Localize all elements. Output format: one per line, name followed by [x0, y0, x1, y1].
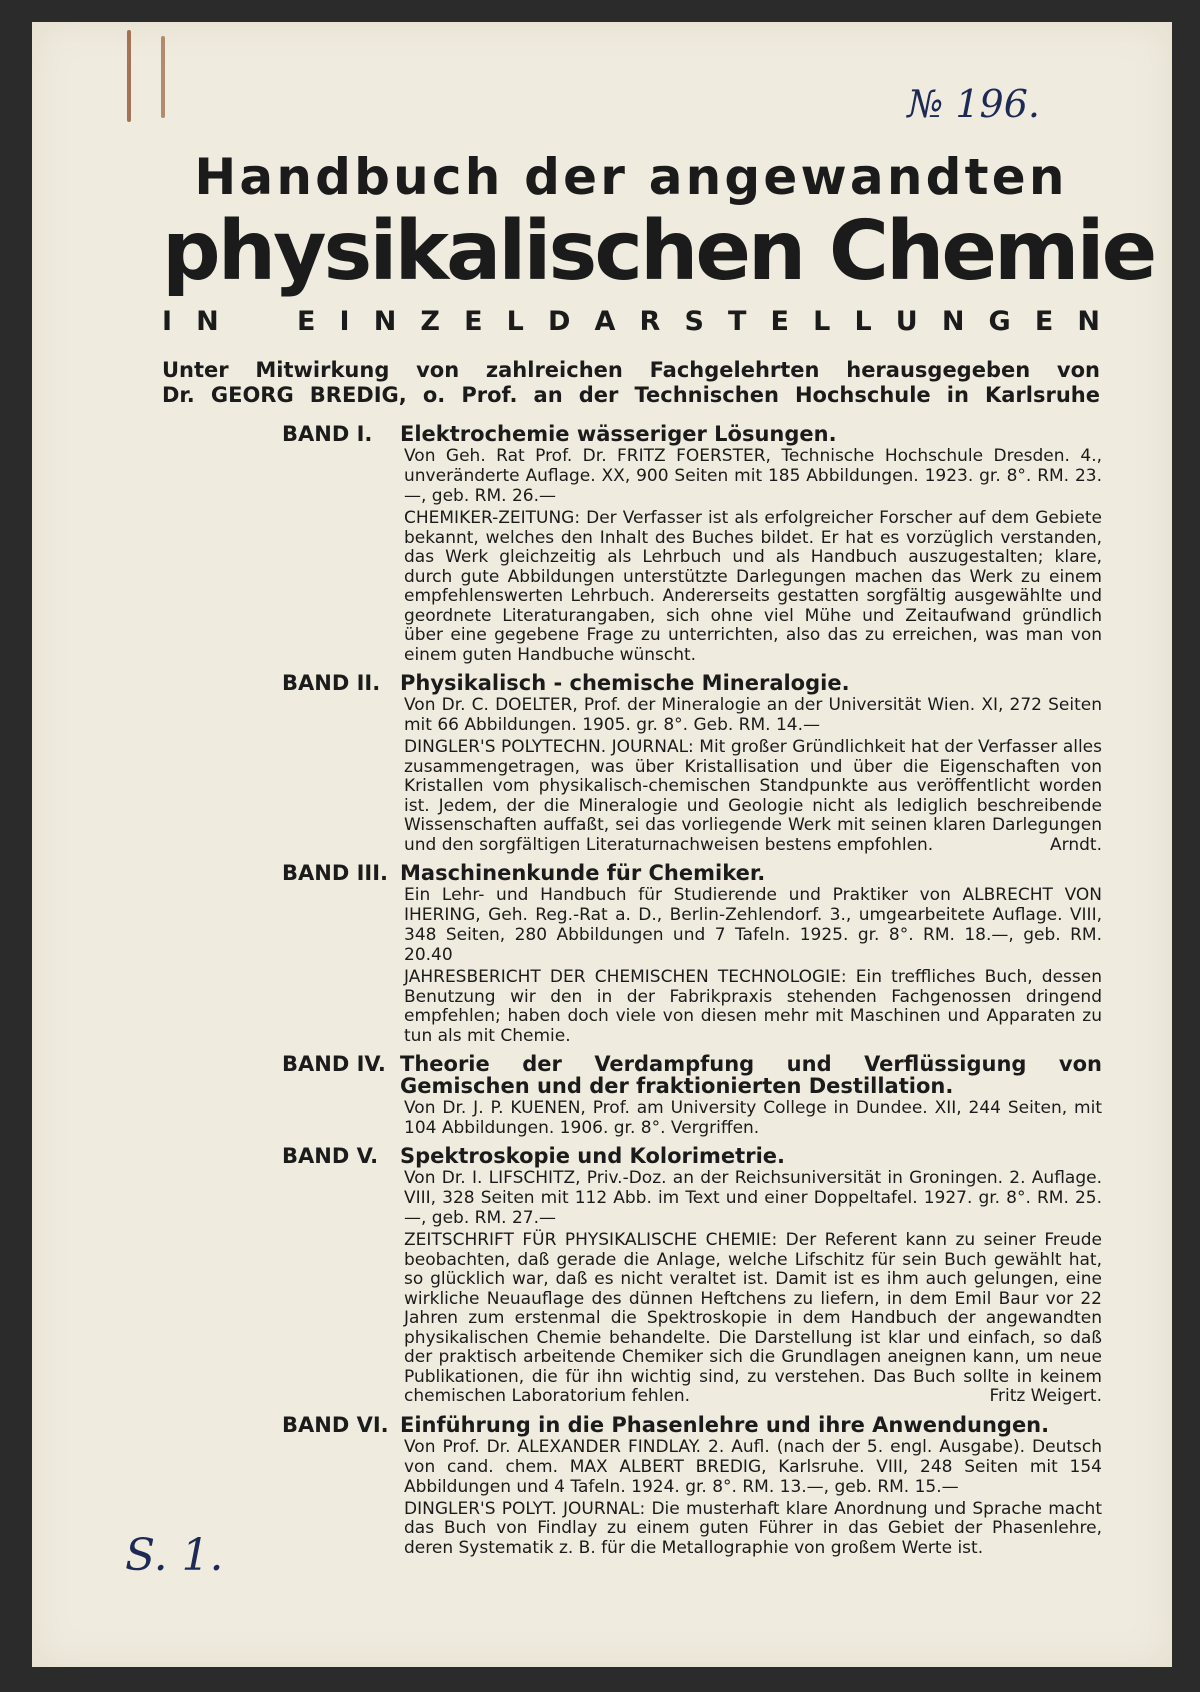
subtitle-letter: L — [854, 306, 872, 337]
subtitle-letter: I — [339, 306, 350, 337]
volume-label: BAND V. — [282, 1144, 379, 1168]
subtitle-letter: U — [895, 306, 918, 337]
subtitle-letter: N — [196, 306, 219, 337]
volume-title: Physikalisch - chemische Mineralogie. — [400, 671, 850, 695]
review-text: DINGLER'S POLYTECHN. JOURNAL: Mit großer Gründlichkeit hat der Verfasser alles zusammengetragen, was über Kristallisation und über die Eigenschaften von Kristallen vom physikalisch-chemischen Standpunkte aus veröffentlicht worden ist. Jedem, der die Mineralogie und Geologie nicht als lediglich beschreibende Wissenschaften auffaßt, sei das vorliegende Werk mit seinen klaren Darlegungen und den sorgfältigen Literaturnachweisen bestens empfohlen. — [404, 737, 1102, 855]
title-line-1: Handbuch der angewandten — [194, 148, 1068, 206]
intro-line: Unter Mitwirkung von zahlreichen Fachgelehrten herausgegeben von — [162, 358, 1100, 382]
volume-entry — [282, 861, 1102, 1046]
volume-details: Von Dr. C. DOELTER, Prof. der Mineralogie an der Universität Wien. XI, 272 Seiten mit 66 Abbildungen. 1905. gr. 8°. Geb. RM. 14.— — [404, 695, 1102, 735]
handwritten-sheet-number: S. 1. — [125, 1530, 224, 1581]
volume-review — [404, 738, 1102, 855]
subtitle-letter: R — [639, 306, 661, 337]
volume-details: Von Dr. J. P. KUENEN, Prof. am University College in Dundee. XII, 244 Seiten, mit 104 Abbildungen. 1906. gr. 8°. Vergriffen. — [404, 1098, 1102, 1138]
reviewer-signature: Arndt. — [1050, 834, 1102, 855]
subtitle-letter: E — [770, 306, 789, 337]
subtitle-letter: N — [1077, 306, 1100, 337]
volume-title: Maschinenkunde für Chemiker. — [400, 861, 766, 885]
volume-details: Von Prof. Dr. ALEXANDER FINDLAY. 2. Aufl. (nach der 5. engl. Ausgabe). Deutsch von cand. chem. MAX ALBERT BREDIG, Karlsruhe. VIII, 248 Seiten mit 154 Abbildungen und 4 Tafeln. 1924. gr. 8°. RM. 13.—, geb. RM. 15.— — [404, 1436, 1102, 1497]
subtitle-letter: L — [506, 306, 524, 337]
rust-stain — [127, 30, 131, 122]
volume-review — [404, 1231, 1102, 1407]
volume-review — [404, 509, 1102, 665]
volume-details: Ein Lehr- und Handbuch für Studierende und Praktiker von ALBRECHT VON IHERING, Geh. Reg.-Rat a. D., Berlin-Zehlendorf. 3., umgearbeitete Auflage. VIII, 348 Seiten, 280 Abbildungen und 7 Tafeln. 1925. gr. 8°. RM. 18.—, geb. RM. 20.40 — [404, 885, 1102, 965]
subtitle-letter: L — [813, 306, 831, 337]
subtitle-letter: Z — [420, 306, 440, 337]
reviewer-signature: Fritz Weigert. — [989, 1386, 1102, 1406]
subtitle-letter: D — [548, 306, 571, 337]
intro-editors — [162, 358, 1100, 408]
subtitle-letter: S — [684, 306, 704, 337]
review-text: JAHRESBERICHT DER CHEMISCHEN TECHNOLOGIE: Ein treffliches Buch, dessen Benutzung wir den in der Fabrikpraxis stehenden Fachgenossen dringend empfehlen; haben doch viele von diesen mehr mit Maschinen und Apparaten zu tun als mit Chemie. — [404, 967, 1102, 1046]
document-page — [32, 22, 1172, 1667]
subtitle-letter: N — [941, 306, 965, 337]
subtitle-letter: G — [988, 306, 1011, 337]
volume-entry — [282, 1052, 1102, 1138]
subtitle-letter: E — [464, 306, 483, 337]
volume-label: BAND I. — [282, 422, 373, 446]
subtitle-letter: N — [373, 306, 397, 337]
subtitle-letter: A — [594, 306, 616, 337]
volume-entry — [282, 671, 1102, 855]
volume-title: Einführung in die Phasenlehre und ihre Anwendungen. — [400, 1412, 1050, 1437]
review-text: CHEMIKER-ZEITUNG: Der Verfasser ist als erfolgreicher Forscher auf dem Gebiete bekannt, welches den Inhalt des Buches bildet. Er hat es vorzüglich verstanden, das Werk gleichzeitig als Lehrbuch und als Handbuch auszugestalten; klare, durch gute Abbildungen unterstützte Darlegungen machen das Werk zu einem empfehlenswerten Lehrbuch. Andererseits gestatten sorgfältig ausgewählte und geordnete Literaturangaben, sich ohne viel Mühe und Zeitaufwand gründlich über eine gegebene Frage zu unterrichten, also das zu erreichen, was man von einem guten Handbuche wünscht. — [404, 508, 1102, 665]
volume-entry — [282, 1144, 1102, 1407]
volume-review — [404, 968, 1102, 1046]
volume-label: BAND III. — [282, 861, 388, 885]
volume-label: BAND II. — [282, 671, 381, 695]
subtitle-letter: I — [162, 306, 173, 337]
volume-review — [404, 1500, 1102, 1559]
subtitle-letter: E — [296, 306, 316, 337]
volume-title: Spektroskopie und Kolorimetrie. — [400, 1144, 785, 1168]
handwritten-number: № 196. — [907, 82, 1040, 126]
volume-details: Von Dr. I. LIFSCHITZ, Priv.-Doz. an der Reichsuniversität in Groningen. 2. Auflage. VIII, 328 Seiten mit 112 Abb. im Text und einer Doppeltafel. 1927. gr. 8°. RM. 25.—, geb. RM. 27.— — [404, 1168, 1102, 1228]
subtitle-letter: E — [1034, 306, 1054, 337]
rust-stain — [161, 36, 165, 118]
title-line-2: physikalischen Chemie — [162, 204, 1155, 299]
volume-title: Theorie der Verdampfung und Verflüssigung von Gemischen und der fraktionierten Destillation. — [400, 1052, 1102, 1098]
subtitle-spaced — [162, 306, 1100, 337]
volume-label: BAND IV. — [282, 1052, 386, 1076]
intro-line: Dr. GEORG BREDIG, o. Prof. an der Technischen Hochschule in Karlsruhe — [162, 383, 1100, 407]
volume-entry — [282, 422, 1102, 665]
review-text: ZEITSCHRIFT FÜR PHYSIKALISCHE CHEMIE: Der Referent kann zu seiner Freude beobachten, daß gerade die Anlage, welche Lifschitz für sein Buch gewählt hat, so glücklich war, daß es nicht veraltet ist. Damit ist es ihm auch gelungen, eine wirkliche Neuauflage des dünnen Heftchens zu liefern, in dem Emil Baur vor 22 Jahren zum erstenmal die Spektroskopie in dem Handbuch der angewandten physikalischen Chemie behandelte. Die Darstellung ist klar und einfach, so daß der praktisch arbeitende Chemiker sich die Grundlagen aneignen kann, um neue Publikationen, die für ihn wichtig sind, zu verstehen. Das Buch sollte in keinem chemischen Laboratorium fehlen. — [404, 1230, 1102, 1406]
volume-label: BAND VI. — [282, 1412, 389, 1437]
review-text: DINGLER'S POLYT. JOURNAL: Die musterhaft klare Anordnung und Sprache macht das Buch von Findlay zu einem guten Führer in das Gebiet der Phasenlehre, deren Systematik z. B. für die Metallographie von großem Werte ist. — [404, 1498, 1102, 1558]
volume-title: Elektrochemie wässeriger Lösungen. — [400, 422, 837, 446]
subtitle-letter: T — [728, 306, 747, 337]
volume-details: Von Geh. Rat Prof. Dr. FRITZ FOERSTER, Technische Hochschule Dresden. 4., unveränderte Auflage. XX, 900 Seiten mit 185 Abbildungen. 1923. gr. 8°. RM. 23.—, geb. RM. 26.— — [404, 446, 1102, 506]
volume-entry — [282, 1413, 1102, 1559]
volume-list — [282, 422, 1102, 1564]
